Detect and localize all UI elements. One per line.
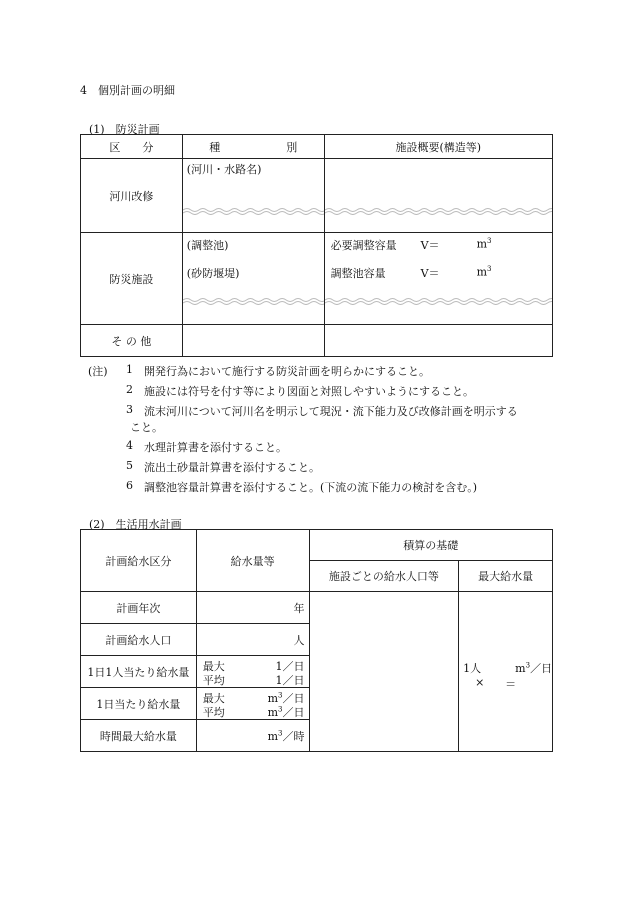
water-plan-heading: (2) 生活用水計画 bbox=[89, 518, 182, 531]
population-unit: 人 bbox=[196, 624, 309, 656]
per-person-max: 最大 bbox=[202, 660, 225, 673]
max-supply-basis-cell bbox=[459, 592, 553, 752]
note-num: 5 bbox=[126, 459, 133, 472]
facility-type-text-2: (砂防堰堤) bbox=[186, 267, 240, 280]
per-person-avg-unit: 1／日 bbox=[275, 674, 305, 687]
formula-unit-sup: 3 bbox=[525, 661, 531, 670]
per-person-max-unit: 1／日 bbox=[275, 660, 305, 673]
disaster-plan-table bbox=[80, 134, 553, 357]
river-overview-cell bbox=[324, 159, 552, 233]
spec-label: 調整池容量 bbox=[330, 267, 386, 280]
spec-v: V＝ bbox=[420, 239, 440, 252]
row-label-hourly: 時間最大給水量 bbox=[81, 720, 197, 752]
river-type-cell bbox=[182, 159, 324, 233]
disaster-plan-heading: (1) 防災計画 bbox=[89, 123, 160, 136]
row-label-facility: 防災施設 bbox=[81, 233, 183, 325]
note-text: 流末河川について河川名を明示して現況・流下能力及び改修計画を明示する bbox=[144, 405, 518, 418]
year-unit: 年 bbox=[196, 592, 309, 624]
formula-unit: m bbox=[515, 662, 526, 675]
other-overview-cell bbox=[324, 325, 552, 357]
formula-text: 1人 bbox=[463, 662, 482, 675]
note-num: 4 bbox=[126, 439, 133, 452]
note-text: こと。 bbox=[130, 421, 163, 434]
note-text: 流出土砂量計算書を添付すること。 bbox=[144, 461, 320, 474]
facility-type-text-1: (調整池) bbox=[186, 239, 229, 252]
hourly-unit: $m^3/$時 bbox=[196, 720, 309, 752]
note-num: 2 bbox=[126, 383, 133, 396]
spec-unit-sup: 3 bbox=[487, 265, 492, 273]
row-label-population: 計画給水人口 bbox=[81, 624, 197, 656]
formula-unit-tail: ／日 bbox=[530, 662, 553, 675]
wave-divider bbox=[325, 297, 552, 305]
section-heading: 4 個別計画の明細 bbox=[80, 84, 175, 97]
other-type-cell bbox=[182, 325, 324, 357]
note-text: 調整池容量計算書を添付すること。(下流の流下能力の検討を含む。) bbox=[144, 481, 478, 494]
header-plan: 計画給水区分 bbox=[81, 530, 197, 592]
spec-unit-sup: 3 bbox=[487, 237, 492, 245]
col-header-category: 区 分 bbox=[81, 135, 183, 159]
header-max-supply: 最大給水量 bbox=[459, 561, 553, 592]
row-label-per-person: 1日1人当たり給水量 bbox=[81, 656, 197, 688]
wave-divider bbox=[183, 297, 324, 305]
per-day-cell bbox=[196, 688, 309, 720]
note-text: 施設には符号を付す等により図面と対照しやすいようにすること。 bbox=[144, 385, 474, 398]
row-label-other: そ の 他 bbox=[81, 325, 183, 357]
col-header-type: 種 別 bbox=[182, 135, 324, 159]
spec-pond-capacity bbox=[330, 265, 492, 281]
formula-times: × bbox=[475, 676, 485, 689]
notes-prefix: (注) bbox=[88, 365, 108, 378]
formula-line-2 bbox=[475, 676, 517, 691]
population-basis-cell bbox=[309, 592, 459, 752]
per-day-max-unit: $m^3/$日 bbox=[267, 691, 305, 705]
per-day-avg-unit: $m^3/$日 bbox=[267, 705, 305, 719]
facility-overview-cell bbox=[324, 233, 552, 325]
per-person-cell bbox=[196, 656, 309, 688]
facility-type-cell bbox=[182, 233, 324, 325]
note-num: 6 bbox=[126, 479, 133, 492]
spec-v: V＝ bbox=[420, 267, 440, 280]
spec-required-capacity bbox=[330, 237, 492, 253]
wave-divider bbox=[183, 207, 324, 215]
spec-label: 必要調整容量 bbox=[330, 239, 397, 252]
row-label-year: 計画年次 bbox=[81, 592, 197, 624]
spec-unit: m bbox=[476, 237, 488, 251]
header-amount: 給水量等 bbox=[196, 530, 309, 592]
river-type-text: (河川・水路名) bbox=[186, 163, 262, 176]
row-label-river: 河川改修 bbox=[81, 159, 183, 233]
header-basis: 積算の基礎 bbox=[309, 530, 552, 561]
wave-divider bbox=[325, 207, 552, 215]
note-num: 3 bbox=[126, 403, 133, 416]
formula-equals: ＝ bbox=[505, 678, 517, 691]
per-day-max: 最大 bbox=[202, 692, 225, 705]
per-day-avg: 平均 bbox=[202, 706, 225, 719]
note-text: 水理計算書を添付すること。 bbox=[144, 441, 287, 454]
row-label-per-day: 1日当たり給水量 bbox=[81, 688, 197, 720]
water-plan-table bbox=[80, 529, 553, 752]
col-header-overview: 施設概要(構造等) bbox=[324, 135, 552, 159]
note-num: 1 bbox=[126, 363, 133, 376]
spec-unit: m bbox=[476, 265, 488, 279]
formula-line-1 bbox=[463, 660, 553, 676]
note-text: 開発行為において施行する防災計画を明らかにすること。 bbox=[144, 365, 430, 378]
header-population: 施設ごとの給水人口等 bbox=[309, 561, 459, 592]
per-person-avg: 平均 bbox=[202, 674, 225, 687]
